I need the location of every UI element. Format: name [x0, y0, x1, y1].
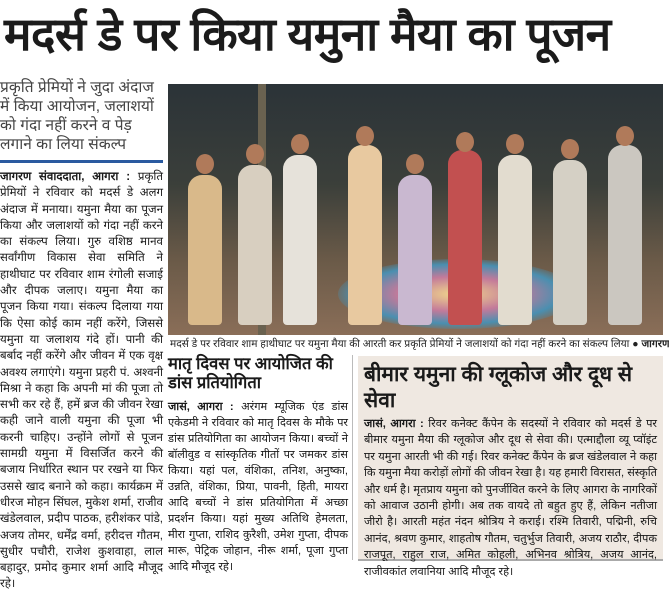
main-article-text [0, 169, 163, 593]
photo-caption-text: मदर्स डे पर रविवार शाम हाथीघाट पर यमुना मैया की आरती कर प्रकृति प्रेमियों ने जलाशयों को गंदा नहीं करने का संकल्प लिया [170, 339, 630, 350]
main-article-byline: जागरण संवाददाता, आगरा : [0, 170, 131, 183]
main-article [0, 78, 163, 593]
dance-article-text [168, 399, 348, 575]
photo-person [283, 155, 317, 325]
photo-person [398, 175, 432, 325]
dance-article-byline: जासं, आगरा : [168, 401, 234, 413]
dance-article-body: अरंगम म्यूजिक एंड डांस एकेडमी ने रविवार को मातृ दिवस के मौके पर डांस प्रतियोगिता का आयोजन किया। बच्चों ने बॉलीवुड व सांस्कृतिक गीतों पर जमकर डांस किया। यहां पल, वंशिका, तनिश, अनुष्का, उन्नति, वंशिका, प्रिया, पावनी, हिती, मायरा आदि बच्चों ने डांस प्रतियोगिता में अच्छा प्रदर्शन किया। यहां मुख्य अतिथि हेमलता, मीरा गुप्ता, राशिद कुरैशी, उमेश गुप्ता, दीपक मारू, पेट्रिक जोहान, नीरू शर्मा, पूजा गुप्ता आदि मौजूद रहे। [168, 401, 348, 573]
photo-person [188, 175, 222, 325]
photo-head [506, 134, 524, 154]
yamuna-article-byline: जासं, आगरा : [364, 418, 424, 430]
photo-person [498, 155, 532, 325]
photo-person [238, 165, 272, 325]
dance-article [168, 355, 353, 573]
dance-article-title: मातृ दिवस पर आयोजित की डांस प्रतियोगिता [168, 355, 333, 392]
yamuna-article-title: बीमार यमुना की ग्लूकोज और दूध से सेवा [364, 363, 633, 412]
main-article-body: प्रकृति प्रेमियों ने रविवार को मदर्स डे अलग अंदाज में मनाया। यमुना मैया का पूजन किया और जलाशयों को गंदा नहीं करने का संकल्प लिया। गुरु वशिष्ठ मानव सर्वांगीण विकास सेवा समिति ने हाथीघाट पर रविवार शाम रंगोली सजाई और दीपक जलाए। यमुना मैया का पूजन किया गया। संकल्प दिलाया गया कि ऐसा कोई काम नहीं करेंगे, जिससे यमुना या जलाशय गंदे हों। पानी की बर्बाद नहीं करेंगे और जीवन में एक वृक्ष अवश्य लगाएंगे। यमुना प्रहरी पं. अश्वनी मिश्रा ने कहा कि अपनी मां की पूजा तो सभी कर रहे हैं, हमें ब्रज की जीवन रेखा कही जाने वाली यमुना की पूजा भी करनी चाहिए। उन्होंने लोगों से पूजन सामग्री यमुना में विसर्जित करने की बजाय निर्धारित स्थान पर रखने या फिर उससे खाद बनाने को कहा। कार्यक्रम में धीरज मोहन सिंघल, मुकेश शर्मा, राजीव खंडेलवाल, प्रदीप पाठक, हरीशंकर पांडे, अजय तोमर, धर्मेंद्र वर्मा, हरीदत्त गौतम, सुधीर पचौरी, राजेश कुशवाहा, लाल बहादुर, प्रमोद कुमार शर्मा आदि मौजूद रहे। [0, 170, 163, 591]
photo-head [456, 132, 474, 152]
photo-person [448, 150, 482, 325]
yamuna-article [358, 356, 663, 578]
photo-head [561, 139, 579, 159]
yamuna-article-body: रिवर कनेक्ट कैंपेन के सदस्यों ने रविवार को मदर्स डे पर बीमार यमुना मैया की ग्लूकोज और दूध से सेवा की। एत्माद्दौला व्यू प्वॉइंट पर यमुना आरती भी की गई। रिवर कनेक्ट कैंपेन के ब्रज खंडेलवाल ने कहा कि यमुना मैया करोड़ों लोगों की जीवन रेखा है। यह हमारी विरासत, संस्कृति और धर्म है। मृतप्राय यमुना को पुनर्जीवित करने के लिए आगरा के नागरिकों को आवाज उठानी होगी। अब तक वायदे तो बहुत हुए हैं, लेकिन नतीजा जीरो है। आरती महंत नंदन श्रोत्रिय ने कराई। रश्मि तिवारी, पद्मिनी, रुचि आनंद, श्रवण कुमार, शाहतोष गौतम, चतुर्भुज तिवारी, अजय राठौर, दीपक राजपूत, राहुल राज, अमित कोहली, अभिनव श्रोत्रिय, अजय आनंद, राजीवकांत लवानिया आदि मौजूद रहे। [364, 418, 658, 578]
photo-caption [170, 337, 669, 351]
photo-person [553, 160, 587, 325]
headline: मदर्स डे पर किया यमुना मैया का पूजन [4, 8, 611, 60]
photo-head [246, 144, 264, 164]
photo-head [616, 126, 634, 146]
news-photo-yamuna-aarti [168, 84, 663, 335]
photo-head [291, 134, 309, 154]
photo-head [406, 154, 424, 174]
main-article-subhead: प्रकृति प्रेमियों ने जुदा अंदाज में किया आयोजन, जलाशयों को गंदा नहीं करने व पेड़ लगाने का लिया संकल्प [0, 78, 163, 163]
photo-person [348, 145, 382, 325]
photo-credit: ● जागरण [632, 339, 669, 350]
photo-head [356, 126, 374, 146]
photo-head [196, 154, 214, 174]
yamuna-article-text [364, 416, 657, 580]
photo-person [608, 145, 642, 325]
